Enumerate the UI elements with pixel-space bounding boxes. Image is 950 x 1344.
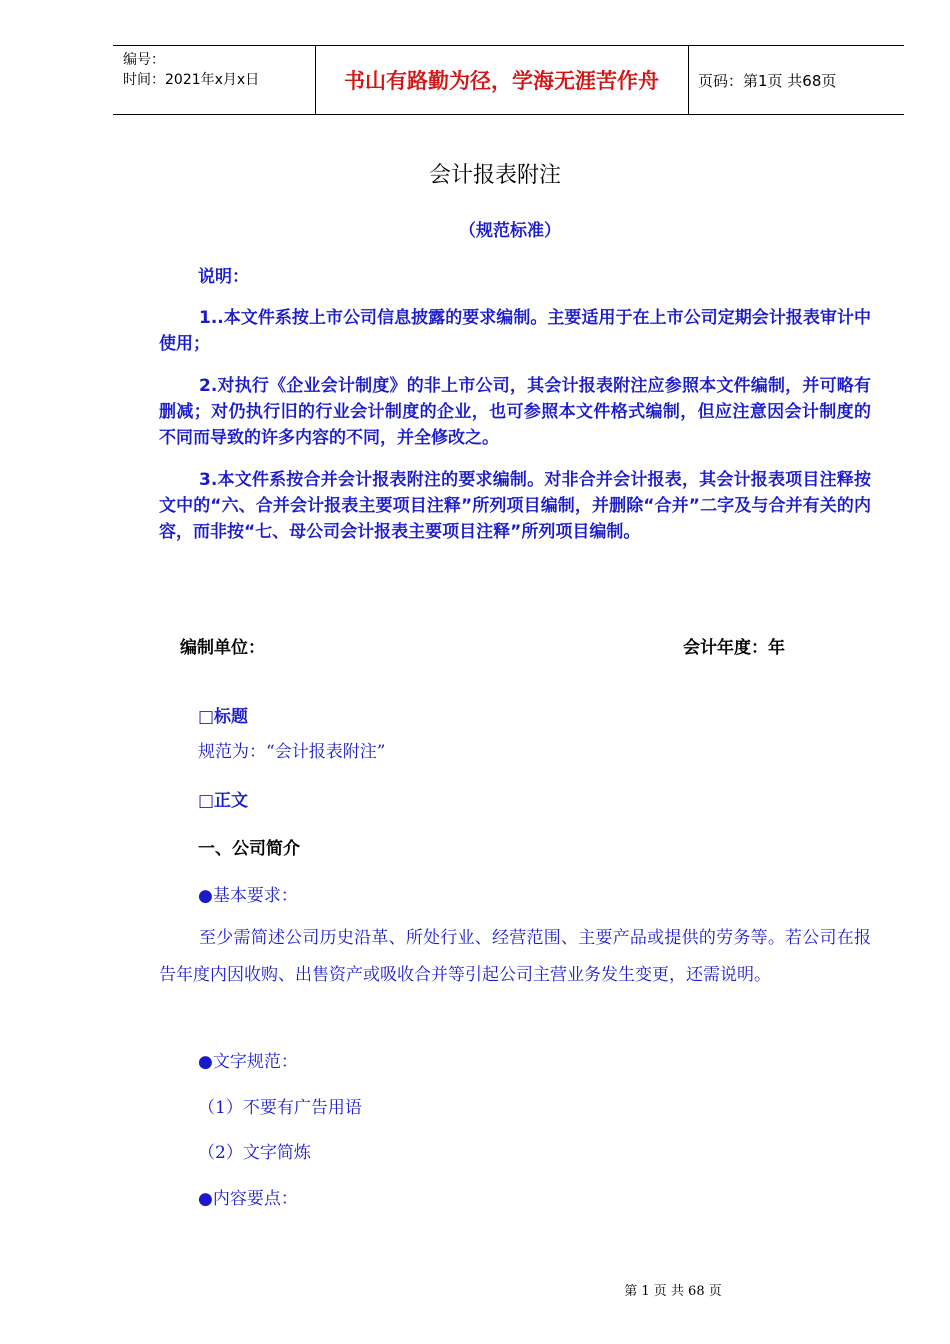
text-norm-item-1: （1）不要有广告用语 bbox=[198, 1098, 362, 1118]
header-divider-right bbox=[688, 46, 689, 114]
compiling-unit-label: 编制单位： bbox=[180, 638, 265, 658]
text-norm-label: ●文字规范： bbox=[198, 1052, 298, 1072]
header-number-label: 编号： bbox=[123, 52, 165, 68]
header-time-label: 时间：2021年x月x日 bbox=[123, 72, 260, 88]
note-item-2: 2.对执行《企业会计制度》的非上市公司，其会计报表附注应参照本文件编制，并可略有删减；对仍执行旧的行业会计制度的企业，也可参照本文件格式编制，但应注意因会计制度的不同而导致的许多内容的不同，并全修改之。 bbox=[159, 376, 871, 448]
content-points-label: ●内容要点： bbox=[198, 1189, 298, 1209]
fiscal-year-label: 会计年度：年 bbox=[683, 638, 785, 658]
document-title: 会计报表附注 bbox=[428, 163, 561, 188]
section-body-marker: □正文 bbox=[198, 791, 249, 811]
header-meta bbox=[123, 50, 259, 90]
section-title-marker: □标题 bbox=[198, 707, 249, 727]
notes-heading: 说明： bbox=[198, 267, 249, 287]
document-subtitle: （规范标准） bbox=[459, 221, 561, 241]
note-item-3: 3.本文件系按合并会计报表附注的要求编制。对非合并会计报表，其会计报表项目注释按文中的“六、合并会计报表主要项目注释”所列项目编制，并删除“合并”二字及与合并有关的内容，而非按“七、母公司会计报表主要项目注释”所列项目编制。 bbox=[159, 470, 871, 542]
text-norm-item-2: （2）文字简炼 bbox=[198, 1143, 311, 1163]
page-footer: 第 1 页 共 68 页 bbox=[624, 1284, 722, 1299]
basic-requirements-text: 至少需简述公司历史沿革、所处行业、经营范围、主要产品或提供的劳务等。若公司在报告年度内因收购、出售资产或吸收合并等引起公司主营业务发生变更，还需说明。 bbox=[159, 928, 871, 985]
title-norm-text: 规范为：“会计报表附注” bbox=[198, 742, 386, 762]
note-item-1: 1..本文件系按上市公司信息披露的要求编制。主要适用于在上市公司定期会计报表审计中使用； bbox=[159, 308, 871, 354]
basic-requirements-label: ●基本要求： bbox=[198, 886, 298, 906]
header-motto: 书山有路勤为径，学海无涯苦作舟 bbox=[344, 69, 659, 93]
header-page-info: 页码：第1页 共68页 bbox=[698, 71, 837, 90]
page-header bbox=[113, 45, 904, 115]
part1-heading: 一、公司简介 bbox=[198, 839, 300, 859]
